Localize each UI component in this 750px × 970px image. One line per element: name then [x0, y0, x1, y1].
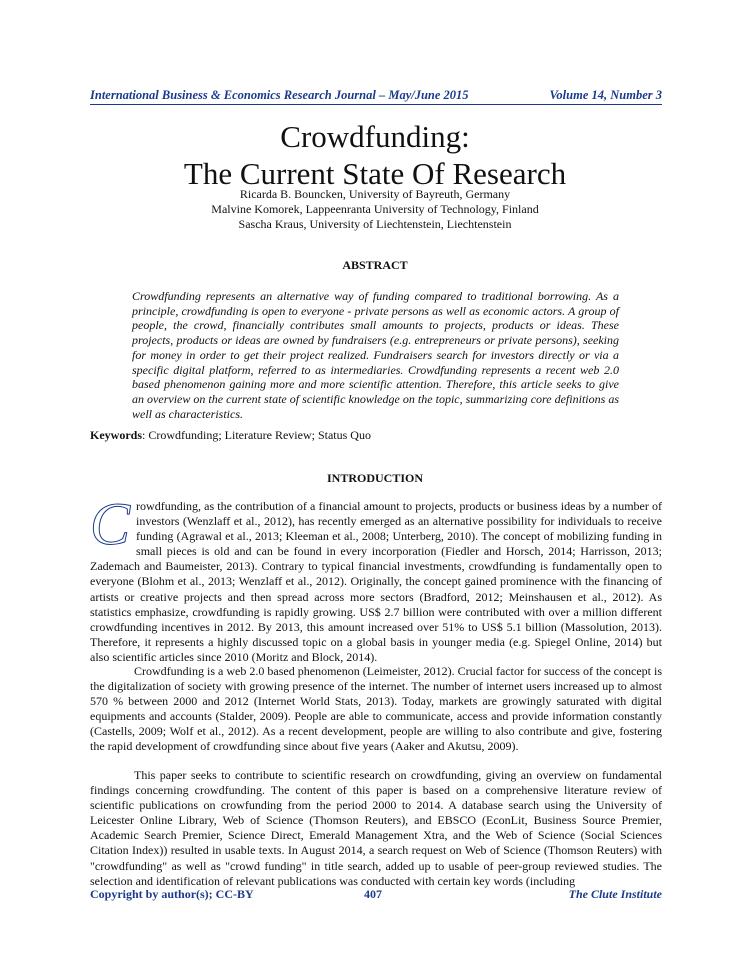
keywords-text: : Crowdfunding; Literature Review; Status Quo: [142, 428, 371, 442]
drop-cap: C: [90, 491, 131, 557]
page-footer: [90, 887, 662, 903]
author-3: Sascha Kraus, University of Liechtenstein, Liechtenstein: [238, 217, 512, 231]
running-header: [90, 88, 662, 105]
author-2: Malvine Komorek, Lappeenranta University of Technology, Finland: [211, 202, 539, 216]
introduction-paragraph-2: Crowdfunding is a web 2.0 based phenomenon (Leimeister, 2012). Crucial factor for success of the concept is the digitalization of society with growing presence of the internet. The number of internet users increased up to almost 570 % between 2000 and 2012 (Internet World Stats, 2013). Today, markets are growingly saturated with digital equipments and accounts (Stalder, 2009). People are able to communicate, access and provide information constantly (Castells, 2009; Wolf et al., 2012). As a recent development, people are willing to also contribute and give, fostering the rapid development of crowdfunding since about five years (Aaker and Akutsu, 2009).: [90, 664, 662, 754]
author-1: Ricarda B. Bouncken, University of Bayreuth, Germany: [239, 187, 511, 201]
introduction-paragraph-1-text: rowdfunding, as the contribution of a financial amount to projects, products or business ideas by a number of investors (Wenzlaff et al., 2012), has recently emerged as an alternative possibility for individuals to receive funding (Agrawal et al., 2013; Kleeman et al., 2008; Unterberg, 2010). The concept of mobilizing funding in small pieces is old and can be found in every incorporation (Fiedler and Horsch, 2014; Harrisson, 2013; Zademach and Baumeister, 2013). Contrary to typical financial investments, crowdfunding is fundamentally open to everyone (Blohm et al., 2013; Wenzlaff et al., 2012). Originally, the concept gained prominence with the financing of artists or creative projects and then spread across more sectors (Bradford, 2012; Meinshausen et al., 2012). As statistics emphasize, crowdfunding is rapidly growing. US$ 2.7 billion were contributed with over a million different crowdfunding incentives in 2012. By 2013, this amount increased over 51% to US$ 5.1 billion (Massolution, 2013). Therefore, it represents a highly discussed topic on a global basis in younger media (e.g. Spiegel Online, 2014) but also scientific articles since 2010 (Moritz and Block, 2014).: [90, 499, 662, 664]
paper-title-line-2: The Current State Of Research: [183, 156, 567, 191]
abstract-text: Crowdfunding represents an alternative way of funding compared to traditional borrowing. As a principle, crowdfunding is open to everyone - private persons as well as economic actors. A group of people, the crowd, financially contributes small amounts to projects, products or ideas. These projects, products or ideas are owned by fundraisers (e.g. entrepreneurs or private persons), seeking for money in order to get their project realized. Fundraisers search for investors directly or via a specific digital platform, referred to as intermediaries. Crowdfunding represents a recent web 2.0 based phenomenon gaining more and more scientific attention. Therefore, this article seeks to give an overview on the current state of scientific knowledge on the topic, summarizing core definitions as well as characteristics.: [132, 289, 619, 421]
abstract-heading: ABSTRACT: [342, 258, 408, 272]
volume-number: Volume 14, Number 3: [549, 88, 662, 102]
publisher-name: The Clute Institute: [568, 887, 662, 901]
author-list: [0, 187, 750, 232]
journal-title: International Business & Economics Research Journal – May/June 2015: [90, 88, 469, 102]
paper-title: [0, 118, 750, 192]
introduction-heading: INTRODUCTION: [326, 471, 423, 485]
keywords: [90, 428, 371, 443]
copyright-notice: Copyright by author(s); CC-BY: [90, 887, 254, 901]
introduction-paragraph-3: This paper seeks to contribute to scientific research on crowdfunding, giving an overview on fundamental findings concerning crowdfunding. The content of this paper is based on a comprehensive literature review of scientific publications on crowfunding from the period 2000 to 2014. A database search using the University of Leicester Online Library, Web of Science (Thomson Reuters), and EBSCO (EconLit, Business Source Premier, Academic Search Premier, Science Direct, Emerald Management Xtra, and the Web of Science (Social Sciences Citation Index)) resulted in usable texts. In August 2014, a search request on Web of Science (Thomson Reuters) with "crowdfunding" as well as "crowd funding" in title search, added up to usable of peer-group reviewed studies. The selection and identification of relevant publications was conducted with certain key words (including: [90, 768, 662, 888]
paper-title-line-1: Crowdfunding:: [280, 119, 470, 154]
introduction-paragraph-1: [90, 491, 662, 665]
keywords-label: Keywords: [90, 428, 142, 442]
page-number: 407: [364, 887, 382, 901]
